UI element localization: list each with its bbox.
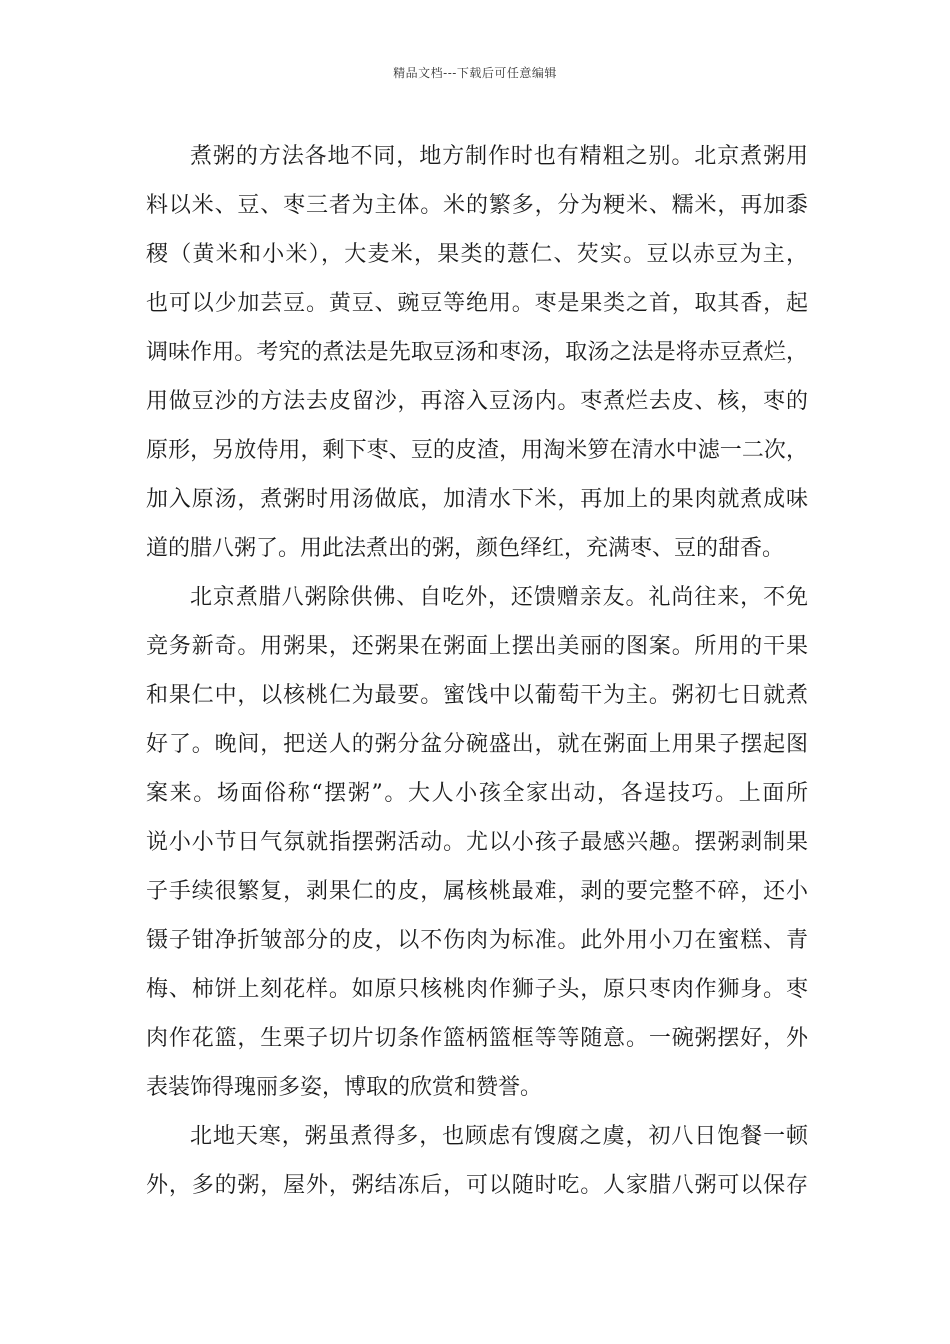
text-line: 加入原汤，煮粥时用汤做底，加清水下米，再加上的果肉就煮成味 xyxy=(146,487,808,512)
page-header: 精品文档---下载后可任意编辑 xyxy=(393,66,557,80)
text-line: 用做豆沙的方法去皮留沙，再溶入豆汤内。枣煮烂去皮、核，枣的 xyxy=(146,389,808,414)
text-line: 竞务新奇。用粥果，还粥果在粥面上摆出美丽的图案。所用的干果 xyxy=(146,634,808,659)
text-line: 和果仁中，以核桃仁为最要。蜜饯中以葡萄干为主。粥初七日就煮 xyxy=(146,683,808,708)
text-line: 道的腊八粥了。用此法煮出的粥，颜色绎红，充满枣、豆的甜香。 xyxy=(146,536,785,561)
text-line: 北地天寒，粥虽煮得多，也顾虑有馊腐之虞，初八日饱餐一顿 xyxy=(190,1124,808,1149)
paragraph-1 xyxy=(146,132,808,573)
text-line: 肉作花篮，生栗子切片切条作篮柄篮框等等随意。一碗粥摆好，外 xyxy=(146,1026,808,1051)
paragraph-3 xyxy=(146,1112,808,1210)
document-body xyxy=(146,132,808,1210)
text-line: 说小小节日气氛就指摆粥活动。尤以小孩子最感兴趣。摆粥剥制果 xyxy=(146,830,808,855)
text-line: 案来。场面俗称“摆粥”。大人小孩全家出动，各逞技巧。上面所 xyxy=(146,781,808,806)
text-line: 调味作用。考究的煮法是先取豆汤和枣汤，取汤之法是将赤豆煮烂， xyxy=(146,340,808,365)
text-line: 好了。晚间，把送人的粥分盆分碗盛出，就在粥面上用果子摆起图 xyxy=(146,732,808,757)
text-line: 外，多的粥，屋外，粥结冻后，可以随时吃。人家腊八粥可以保存 xyxy=(146,1173,808,1198)
text-line: 稷（黄米和小米），大麦米，果类的薏仁、芡实。豆以赤豆为主， xyxy=(146,242,808,267)
paragraph-2 xyxy=(146,573,808,1112)
text-line: 料以米、豆、枣三者为主体。米的繁多，分为粳米、糯米，再加黍 xyxy=(146,193,808,218)
text-line: 表装饰得瑰丽多姿，博取的欣赏和赞誉。 xyxy=(146,1075,543,1100)
text-line: 北京煮腊八粥除供佛、自吃外，还馈赠亲友。礼尚往来，不免 xyxy=(190,585,808,610)
text-line: 子手续很繁复，剥果仁的皮，属核桃最难，剥的要完整不碎，还小 xyxy=(146,879,808,904)
text-line: 镊子钳净折皱部分的皮，以不伤肉为标准。此外用小刀在蜜糕、青 xyxy=(146,928,808,953)
text-line: 也可以少加芸豆。黄豆、豌豆等绝用。枣是果类之首，取其香，起 xyxy=(146,291,808,316)
text-line: 原形，另放侍用，剩下枣、豆的皮渣，用淘米箩在清水中滤一二次， xyxy=(146,438,808,463)
text-line: 梅、柿饼上刻花样。如原只核桃肉作狮子头，原只枣肉作狮身。枣 xyxy=(146,977,808,1002)
text-line: 煮粥的方法各地不同，地方制作时也有精粗之别。北京煮粥用 xyxy=(190,144,808,169)
